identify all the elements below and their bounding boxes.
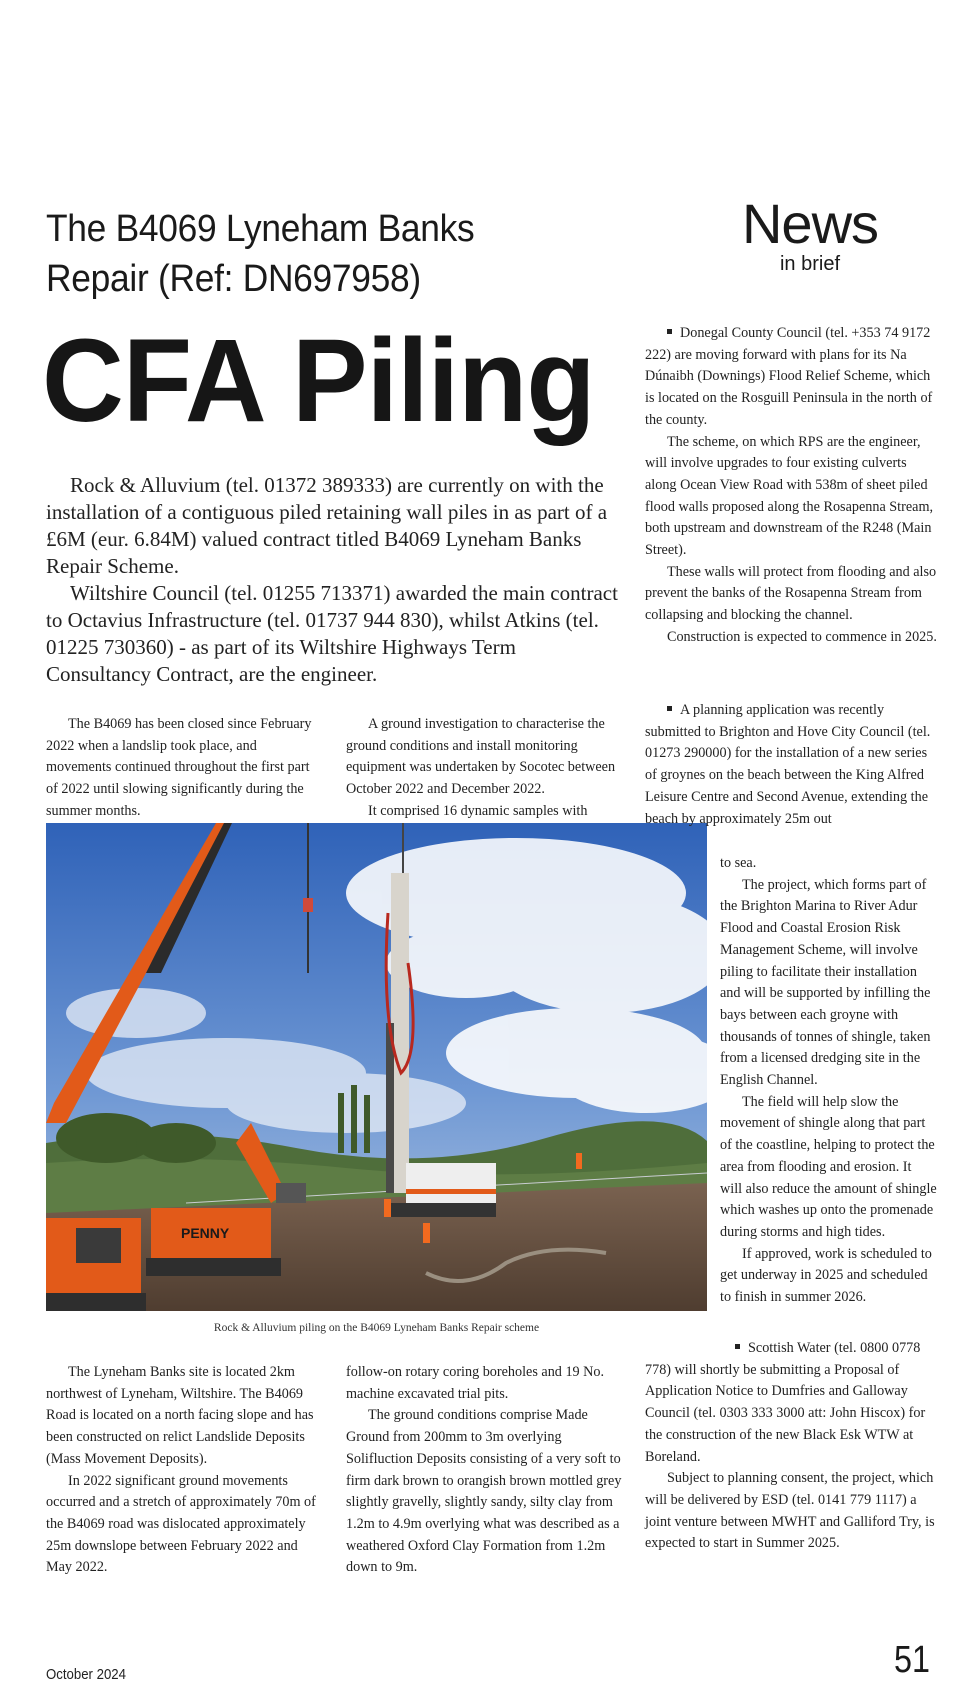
- body-paragraph: The Lyneham Banks site is located 2km northwest of Lyneham, Wiltshire. The B4069 Road is located on a north facing slope and has been constructed on relict Landslide Deposits (Mass Movement Deposits).: [46, 1364, 314, 1467]
- kicker-line-2: Repair (Ref: DN697958): [46, 258, 421, 300]
- body-paragraph: follow-on rotary coring boreholes and 19 No. machine excavated trial pits.: [346, 1364, 605, 1402]
- news-paragraph: The field will help slow the movement of shingle along that part of the coastline, helping to protect the area from flooding and erosion. It will also reduce the amount of shingle which washes up onto the promenade during storms and high tides.: [720, 1093, 937, 1240]
- construction-site-illustration: [46, 823, 707, 1311]
- news-paragraph: These walls will protect from flooding and also prevent the banks of the Rosapenna Stream from collapsing and blocking the channel.: [645, 563, 937, 624]
- excavator-brand-label: PENNY: [181, 1225, 230, 1241]
- lede-paragraph: Rock & Alluvium (tel. 01372 389333) are currently on with the installation of a contiguous piled retaining wall piles in as part of a £6M (eur. 6.84M) valued contract titled B4069 Lyneham Banks Repair Scheme.: [46, 473, 608, 578]
- news-paragraph: Subject to planning consent, the project, which will be delivered by ESD (tel. 0141 779 1117) a joint venture between MWHT and Galliford Try, is expected to start in Summer 2025.: [645, 1470, 935, 1552]
- news-paragraph: Construction is expected to commence in 2025.: [667, 628, 937, 645]
- body-paragraph: A ground investigation to characterise the ground conditions and install monitoring equipment was undertaken by Socotec between October 2022 and December 2022.: [346, 716, 616, 798]
- body-paragraph: The B4069 has been closed since February 2022 when a landslip took place, and movements continued throughout the first part of 2022 until slowing significantly during the summer months.: [46, 716, 312, 819]
- page-number: 51: [894, 1639, 930, 1681]
- article-column-lower-left: [46, 1362, 324, 1579]
- article-column-upper-left: [46, 714, 318, 823]
- news-paragraph: If approved, work is scheduled to get underway in 2025 and scheduled to finish in summer 2026.: [720, 1245, 932, 1306]
- body-paragraph: In 2022 significant ground movements occurred and a stretch of approximately 70m of the B4069 road was dislocated approximately 25m downslope between February 2022 and May 2022.: [46, 1472, 316, 1576]
- news-paragraph: A planning application was recently submitted to Brighton and Hove City Council (tel. 01273 290000) for the installation of a new series of groynes on the beach between the King Alfred Leisure Centre and Second Avenue, extending the beach by approximately 25m out: [645, 702, 931, 827]
- article-lede: [46, 472, 626, 688]
- article-photo: [46, 823, 707, 1311]
- bullet-icon: [735, 1344, 740, 1349]
- issue-date: October 2024: [46, 1666, 126, 1683]
- news-item-scottish-water: [645, 1338, 937, 1555]
- news-paragraph: Scottish Water (tel. 0800 0778 778) will shortly be submitting a Proposal of Application Notice to Dumfries and Galloway Council (tel. 0303 333 3000 att: John Hiscox) for the construction of the new Black Esk WTW at Boreland.: [645, 1340, 926, 1465]
- article-headline: CFA Piling: [42, 315, 595, 447]
- news-paragraph: to sea.: [720, 855, 757, 871]
- article-column-lower-right: [346, 1362, 632, 1579]
- body-paragraph: It comprised 16 dynamic samples with: [368, 802, 588, 819]
- lede-paragraph: Wiltshire Council (tel. 01255 713371) awarded the main contract to Octavius Infrastructure (tel. 01737 944 830), whilst Atkins (tel. 01225 730360) - as part of its Wiltshire Highways Term Consultancy Contract, are the engineer.: [46, 581, 618, 686]
- photo-caption: Rock & Alluvium piling on the B4069 Lyneham Banks Repair scheme: [213, 1322, 540, 1334]
- news-title: News: [741, 192, 879, 255]
- news-paragraph: The project, which forms part of the Brighton Marina to River Adur Flood and Coastal Erosion Risk Management Scheme, will involve piling to facilitate their installation and will be supported by infilling the bays between each groyne with thousands of tonnes of shingle, taken from a licensed dredging site in the English Channel.: [720, 876, 931, 1089]
- news-subtitle: in brief: [779, 253, 841, 275]
- news-paragraph: The scheme, on which RPS are the engineer, will involve upgrades to four existing culverts along Ocean View Road with 538m of sheet piled flood walls proposed along the Rosapenna Stream, both upstream and downstream of the R248 (Main Street).: [645, 433, 934, 559]
- news-item-brighton: [645, 700, 937, 830]
- bullet-icon: [667, 329, 672, 334]
- article-kicker: [46, 204, 567, 304]
- news-paragraph: Donegal County Council (tel. +353 74 9172 222) are moving forward with plans for its Na Dúnaibh (Downings) Flood Relief Scheme, which is located on the Rosguill Peninsula in the north of the county.: [645, 325, 933, 428]
- kicker-line-1: The B4069 Lyneham Banks: [46, 208, 475, 250]
- body-paragraph: The ground conditions comprise Made Ground from 200mm to 3m overlying Solifluction Deposits consisting of a very soft to firm dark brown to orangish brown mottled grey slightly gravelly, slightly sandy, silty clay from 1.2m to 4.9m overlying what was described as a weathered Oxford Clay Formation from 1.2m down to 9m.: [346, 1407, 622, 1576]
- news-item-donegal: [645, 323, 937, 649]
- news-item-brighton-continued: [720, 853, 937, 1309]
- bullet-icon: [667, 706, 672, 711]
- article-column-upper-right: [346, 714, 626, 823]
